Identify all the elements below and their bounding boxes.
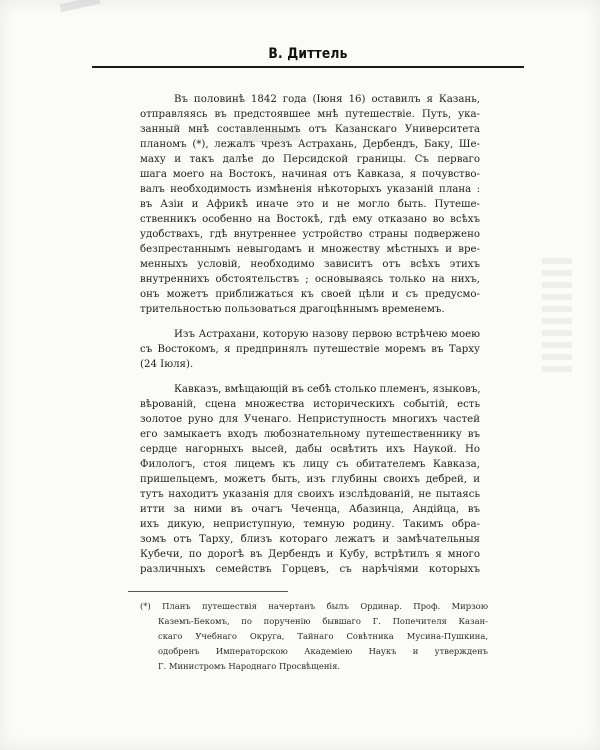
footnote-line: Каземъ-Бекомъ, по порученію бывшаго Г. Попечителя Казан-	[158, 616, 488, 626]
text-line: Изъ Астрахани, которую назову первою встрѣчею моею	[174, 329, 480, 340]
text-line: тутъ находитъ указанія для своихъ изслѣдованій, не пытаясь	[140, 489, 480, 500]
footnote-line: (*) Планъ путешествія начертанъ былъ Ординар. Проф. Мирзою	[140, 601, 488, 611]
text-line: занный мнѣ составленнымъ отъ Казанскаго Университета	[140, 124, 480, 135]
text-line: онъ можетъ приближаться къ своей цѣли и съ предусмо-	[140, 289, 480, 300]
text-line: Въ половинѣ 1842 года (Іюня 16) оставилъ я Казань,	[174, 94, 480, 105]
header-rule	[92, 66, 524, 68]
text-line: ственникъ особенно на Востокѣ, гдѣ ему отказано во всѣхъ	[140, 214, 480, 225]
text-line: Филологъ, стоя лицемъ къ лицу съ обитателемъ Кавказа,	[140, 459, 480, 470]
text-line: Кубечи, по дорогѣ въ Дербендъ и Кубу, встрѣтилъ я много	[140, 549, 480, 560]
text-line: пришельцемъ, можетъ быть, изъ глубины своихъ дебрей, и	[140, 474, 480, 485]
text-line: безпрестаннымъ невыгодамъ и множеству мѣстныхъ и вре-	[140, 244, 480, 255]
text-line: шага моего на Востокъ, начиная отъ Кавказа, я почувство-	[140, 169, 480, 180]
text-line: итти за ними въ очагъ Чеченца, Абазинца, Андійца, въ	[140, 504, 480, 515]
page-bleed-through	[542, 258, 572, 378]
text-line: менныхъ условій, необходимо зависитъ отъ всѣхъ этихъ	[140, 259, 480, 270]
body-text	[140, 92, 480, 577]
text-line: отправляясь въ предстоявшее мнѣ путешествіе. Путь, ука-	[140, 109, 480, 120]
footnote-line: одобренъ Императорскою Академіею Наукъ и утвержденъ	[158, 646, 488, 656]
text-line: Кавказъ, вмѣщающій въ себѣ столько племенъ, языковъ,	[174, 384, 481, 395]
paragraph	[140, 327, 480, 372]
text-line: удобствахъ, гдѣ внутреннее устройство страны подвержено	[140, 229, 480, 240]
paragraph-gap	[140, 317, 480, 327]
footnote-line: скаго Учебнаго Округа, Тайнаго Совѣтника Мусина-Пушкина,	[158, 631, 488, 641]
text-line: вѣрованій, сцена множества историческихъ событій, есть	[140, 399, 480, 410]
footnote-line: Г. Министромъ Народнаго Просвѣщенія.	[158, 661, 341, 671]
footnote-rule	[128, 591, 288, 592]
text-line: маху и такъ далѣе до Персидской границы. Съ перваго	[140, 154, 480, 165]
header-title: В. Диттель	[268, 46, 348, 62]
text-line: внутреннихъ обстоятельствъ ; основываясь только на нихъ,	[140, 274, 480, 285]
text-line: сердце нагорныхъ высей, дабы освѣтить ихъ Наукой. Но	[140, 444, 480, 455]
text-line: въ Азіи и Африкѣ иначе это и не могло быть. Путеше-	[140, 199, 480, 210]
footnote	[140, 599, 488, 674]
text-line: его замыкаетъ входъ любознательному путешественнику въ	[140, 429, 480, 440]
paragraph	[140, 92, 480, 317]
text-line: зомъ отъ Тарху, близъ котораго лежатъ и замѣчательныя	[140, 534, 480, 545]
paragraph-gap	[140, 372, 480, 382]
text-line: валъ необходимость измѣненія нѣкоторыхъ указаній плана :	[140, 184, 480, 195]
text-line: различныхъ семействъ Горцевъ, съ нарѣчіями которыхъ	[140, 564, 480, 575]
text-line: (24 Іюля).	[140, 359, 194, 370]
text-line: золотое руно для Ученаго. Неприступность многихъ частей	[140, 414, 480, 425]
text-line: планомъ (*), лежалъ чрезъ Астрахань, Дербендъ, Баку, Ше-	[140, 139, 480, 150]
text-line: съ Востокомъ, я предпринялъ путешествіе моремъ въ Тарху	[140, 344, 480, 355]
text-line: трительностью пользоваться драгоцѣннымъ временемъ.	[140, 304, 445, 315]
scan-artifact	[60, 0, 101, 12]
paragraph	[140, 382, 480, 577]
running-header	[92, 46, 524, 66]
text-line: ихъ дикую, неприступную, темную родину. Такимъ обра-	[140, 519, 480, 530]
